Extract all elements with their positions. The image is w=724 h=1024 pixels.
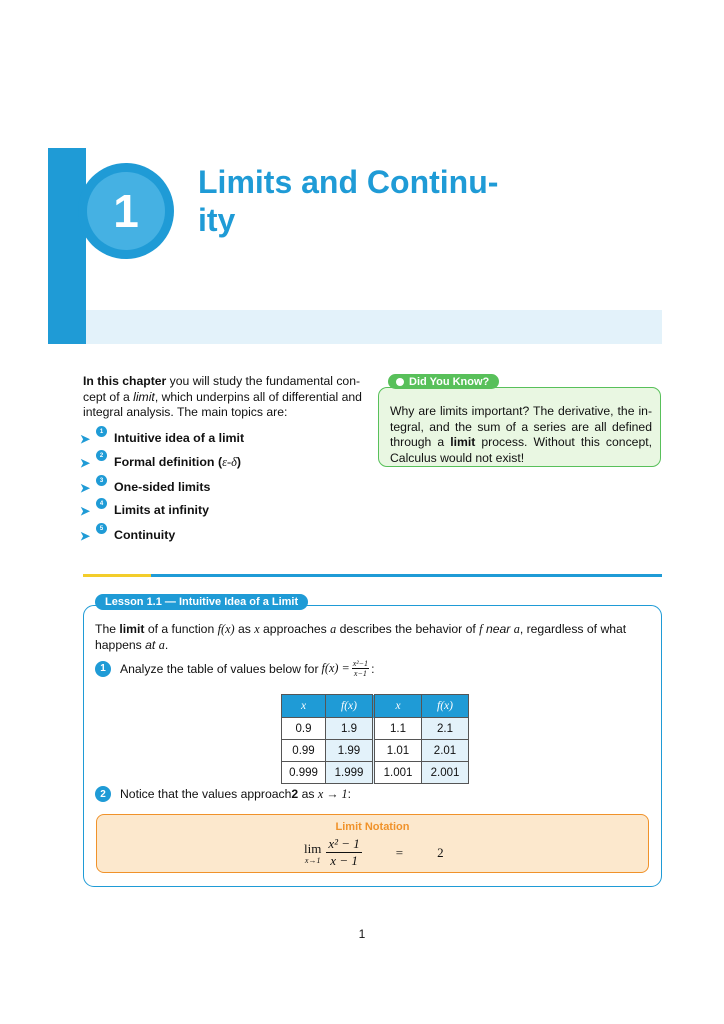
li-m4: f <box>479 622 483 636</box>
arrow-icon: ➤ <box>80 456 91 470</box>
limit-value: 2 <box>437 844 444 860</box>
chapter-title-line2: ity <box>198 202 236 238</box>
step-1 <box>95 659 374 678</box>
li-t10: . <box>164 637 169 652</box>
intro-text-1: you will study the fundamental con-cept of a <box>83 374 361 404</box>
fraction-denominator: x−1 <box>353 669 367 678</box>
topic-item <box>80 430 244 446</box>
topic-label: Continuity <box>114 528 176 542</box>
li-b1: limit <box>119 622 145 636</box>
step-1-fraction <box>352 659 369 678</box>
li-i2: at <box>145 637 156 652</box>
topic-item <box>80 454 241 470</box>
did-you-know-tab <box>388 374 499 389</box>
step-1-end: : <box>371 661 375 676</box>
li-m3: a <box>330 622 337 636</box>
table-cell: 1.1 <box>374 718 422 740</box>
did-you-know-title: Did You Know? <box>409 375 490 388</box>
li-t1: The <box>95 622 120 636</box>
topic-number: 2 <box>96 450 107 461</box>
topic-label-text: Formal definition ( <box>114 455 223 469</box>
topic-item <box>80 527 175 543</box>
table-cell: 0.99 <box>282 740 326 762</box>
bullet-icon <box>396 378 404 386</box>
step-2-bold: 2 <box>291 787 299 801</box>
chapter-side-bar <box>48 148 86 344</box>
table-cell: 1.9 <box>326 718 374 740</box>
step-2-end: : <box>347 787 352 801</box>
li-t2: of a function <box>144 622 218 636</box>
li-m2: x <box>254 622 260 636</box>
table-row <box>282 740 469 762</box>
step-number: 1 <box>95 661 111 677</box>
lim-text: lim <box>304 840 322 856</box>
topic-label: One-sided limits <box>114 480 211 494</box>
table-cell: 1.001 <box>374 762 422 784</box>
li-i1: near <box>485 622 511 636</box>
step-2 <box>95 786 351 802</box>
arrow-icon: ➤ <box>80 432 91 446</box>
limit-notation-title: Limit Notation <box>335 821 410 833</box>
topic-label-end: ) <box>236 455 241 469</box>
topic-label: Limits at infinity <box>114 503 209 517</box>
step-number: 2 <box>95 786 111 802</box>
li-m1: f(x) <box>217 622 235 636</box>
dyk-bold: limit <box>450 435 476 449</box>
fraction-denominator: x − 1 <box>330 853 358 868</box>
chapter-header-band <box>86 310 662 344</box>
topic-number: 5 <box>96 523 107 534</box>
dyk-text-1: Why are limits important? The derivative, the in-tegral, and the sum of a series are all defined through a <box>390 404 652 449</box>
li-m6: a <box>158 637 165 652</box>
step-2-math: x → 1 <box>317 786 348 801</box>
lesson-tab: Lesson 1.1 — Intuitive Idea of a Limit <box>95 594 308 610</box>
li-m5: a <box>513 622 520 636</box>
topic-number: 4 <box>96 498 107 509</box>
chapter-number: 1 <box>87 172 165 250</box>
step-2-text: as <box>298 787 318 801</box>
arrow-icon: ➤ <box>80 481 91 495</box>
step-1-fx: f(x) = <box>321 661 350 675</box>
chapter-intro <box>83 374 373 421</box>
table-cell: 1.999 <box>326 762 374 784</box>
table-row <box>282 762 469 784</box>
values-table <box>281 694 469 784</box>
dyk-text-2: process. Without this concept, Calculus would not exist! <box>390 435 652 465</box>
intro-lead: In this chapter <box>83 374 167 388</box>
topic-label: Intuitive idea of a limit <box>114 431 245 445</box>
table-cell: 2.1 <box>422 718 469 740</box>
topic-number: 1 <box>96 426 107 437</box>
header-fx: f(x) <box>422 695 469 718</box>
arrow-icon: ➤ <box>80 529 91 543</box>
did-you-know-text <box>390 404 652 466</box>
step-2-text: Notice that the values approach <box>120 787 292 801</box>
topic-number: 3 <box>96 475 107 486</box>
li-t4: approaches <box>259 622 331 636</box>
table-cell: 2.001 <box>422 762 469 784</box>
header-x: x <box>282 695 326 718</box>
table-row <box>282 718 469 740</box>
table-header-row <box>282 695 469 718</box>
topic-math: ε-δ <box>222 455 237 469</box>
li-t8: , regardless of what happens <box>95 622 627 652</box>
header-fx: f(x) <box>326 695 374 718</box>
topic-label <box>114 454 241 470</box>
chapter-title-line1: Limits and Continu- <box>198 164 499 200</box>
section-rule-accent <box>83 574 151 577</box>
fraction-numerator: x²−1 <box>352 659 369 668</box>
lesson-intro <box>95 622 655 653</box>
header-x: x <box>374 695 422 718</box>
lim-subscript: x→1 <box>304 855 321 865</box>
table-cell: 1.99 <box>326 740 374 762</box>
intro-emphasis: limit <box>133 389 155 404</box>
chapter-number-badge <box>78 163 174 259</box>
limit-expression <box>304 836 444 869</box>
limit-fraction <box>326 836 361 869</box>
step-1-text: Analyze the table of values below for <box>120 661 319 676</box>
table-cell: 1.01 <box>374 740 422 762</box>
limit-operator <box>304 841 321 865</box>
section-rule <box>151 574 662 577</box>
topic-item <box>80 479 210 495</box>
intro-text-2: , which underpins all of differential and integral analysis. The main topics are: <box>83 389 362 419</box>
page-number: 1 <box>358 927 366 941</box>
table-cell: 0.999 <box>282 762 326 784</box>
table-cell: 2.01 <box>422 740 469 762</box>
arrow-icon: ➤ <box>80 504 91 518</box>
topic-item <box>80 502 209 518</box>
li-t3: as <box>234 622 255 636</box>
table-cell: 0.9 <box>282 718 326 740</box>
li-t5: describes the behavior of <box>336 622 480 636</box>
chapter-title <box>198 163 578 239</box>
fraction-numerator: x² − 1 <box>328 836 360 851</box>
equals-sign: = <box>395 844 404 860</box>
